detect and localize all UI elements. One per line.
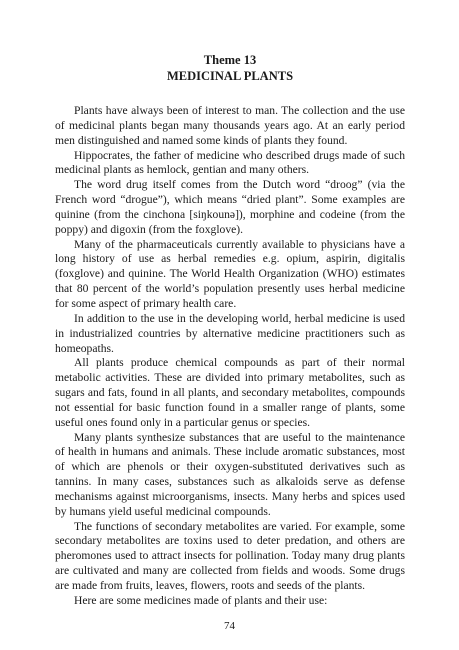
chapter-title: MEDICINAL PLANTS: [166, 69, 294, 83]
paragraph: Many plants synthesize substances that are useful to the maintenance of health in humans and animals. These include aromatic substances, most of which are phenols or their oxygen-substituted derivatives such as tannins. In many cases, substances such as alkaloids serve as defense mechanisms against microorganisms, insects. Many herbs and spices used by humans yield useful medicinal compounds.: [55, 430, 405, 518]
paragraph: The functions of secondary metabolites are varied. For example, some secondary metabolites are toxins used to deter predation, and others are pheromones used to attract insects for pollination. Today many drug plants are cultivated and many are collected from fields and woods. Some drugs are made from fruits, leaves, flowers, roots and seeds of the plants.: [55, 519, 405, 592]
body-text: [55, 104, 405, 609]
paragraph: All plants produce chemical compounds as part of their normal metabolic activities. These are divided into primary metabolites, such as sugars and fats, found in all plants, and secondary metabolites, compounds not essential for basic function found in a smaller range of plants, some useful ones found only in a particular genus or species.: [55, 356, 405, 429]
paragraph: In addition to the use in the developing world, herbal medicine is used in industrialized countries by alternative medicine practitioners such as homeopaths.: [55, 311, 405, 355]
paragraph: Here are some medicines made of plants and their use:: [74, 593, 328, 607]
theme-number: Theme 13: [203, 53, 257, 67]
paragraph: Hippocrates, the father of medicine who described drugs made of such medicinal plants as hemlock, gentian and many others.: [55, 148, 405, 177]
paragraph: Many of the pharmaceuticals currently available to physicians have a long history of use as herbal remedies e.g. opium, aspirin, digitalis (foxglove) and quinine. The World Health Organization (WHO) estimates that 80 percent of the world’s population presently uses herbal medicine for some aspect of primary health care.: [55, 237, 405, 310]
paragraph: Plants have always been of interest to man. The collection and the use of medicinal plants began many thousands years ago. At an early period men distinguished and named some kinds of plants they found.: [55, 104, 405, 147]
page-content: [55, 52, 405, 609]
page-number: 74: [224, 620, 235, 632]
chapter-heading: [55, 52, 405, 84]
paragraph: The word drug itself comes from the Dutch word “droog” (via the French word “drogue”), which means “dried plant”. Some examples are quinine (from the cinchona [siŋkounə]), morphine and codeine (from the poppy) and digoxin (from the foxglove).: [55, 178, 405, 236]
